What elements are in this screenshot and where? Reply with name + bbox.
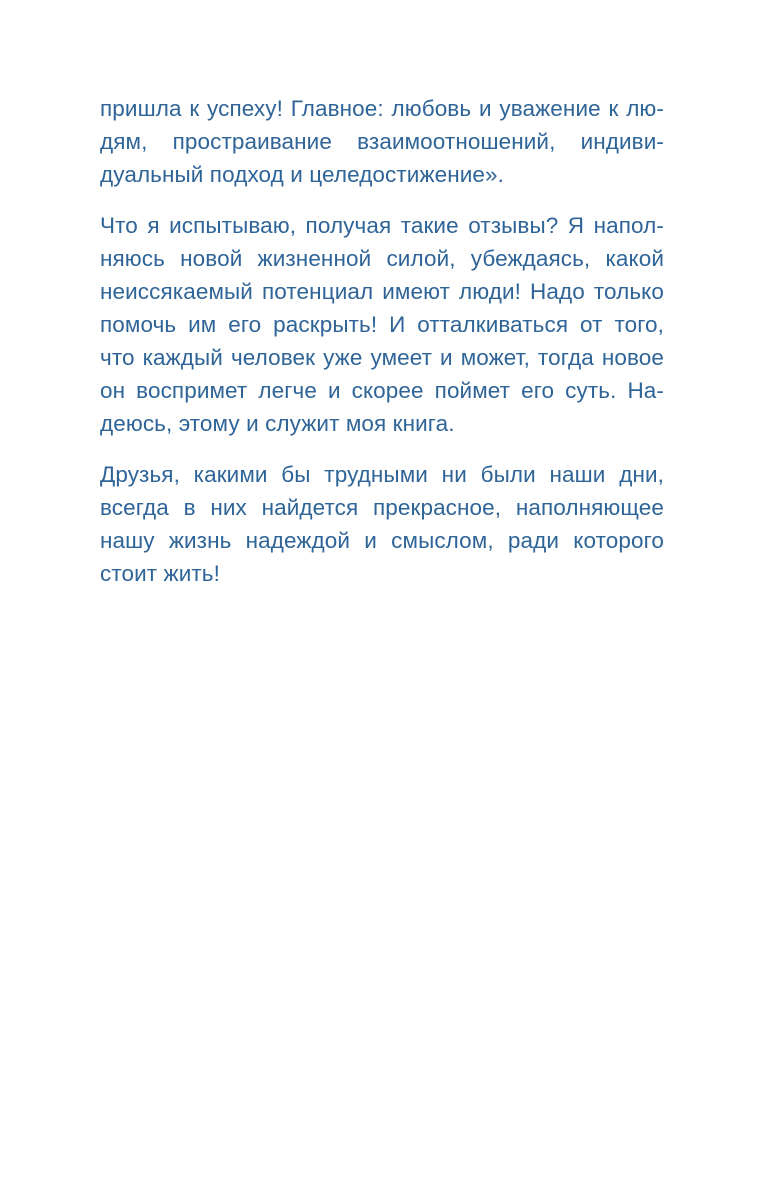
text-line: деюсь, этому и служит моя книга. <box>100 411 455 436</box>
text-line: всегда в них найдется прекрасное, наполняющее <box>100 495 664 520</box>
text-line: что каждый человек уже умеет и может, тогда новое <box>100 345 664 370</box>
text-line: помочь им его раскрыть! И отталкиваться от того, <box>100 312 664 337</box>
text-line: стоит жить! <box>100 561 220 586</box>
text-line: неиссякаемый потенциал имеют люди! Надо только <box>100 279 664 304</box>
text-line: Друзья, какими бы трудными ни были наши дни, <box>100 462 664 487</box>
text-line: пришла к успеху! Главное: любовь и уважение к лю- <box>100 96 664 121</box>
paragraph <box>100 92 664 191</box>
text-line: дуальный подход и целедостижение». <box>100 162 505 187</box>
paragraph <box>100 209 664 440</box>
text-line: няюсь новой жизненной силой, убеждаясь, какой <box>100 246 664 271</box>
text-line: он воспримет легче и скорее поймет его суть. На- <box>100 378 664 403</box>
text-line: нашу жизнь надеждой и смыслом, ради которого <box>100 528 664 553</box>
text-line: дям, простраивание взаимоотношений, индиви- <box>100 129 664 154</box>
paragraph <box>100 458 664 590</box>
page-text-block <box>100 92 664 590</box>
text-line: Что я испытываю, получая такие отзывы? Я напол- <box>100 213 664 238</box>
